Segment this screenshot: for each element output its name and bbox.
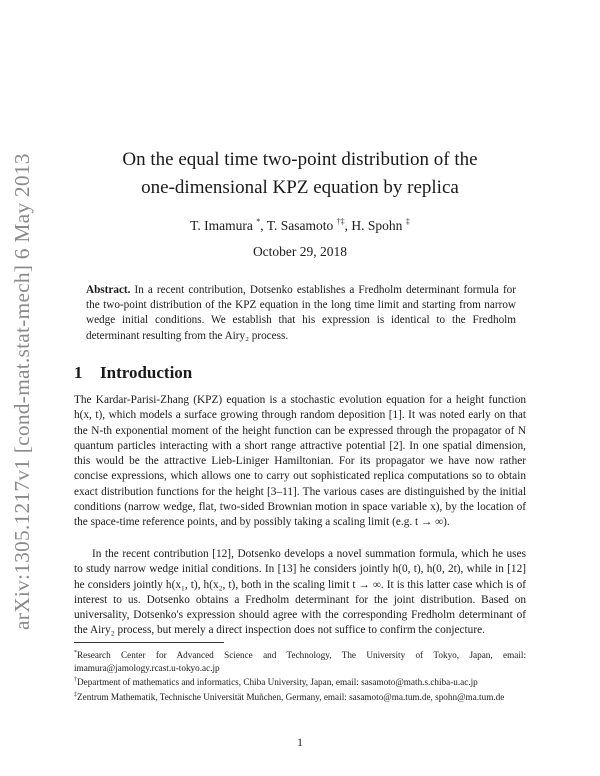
author-list: T. Imamura *, T. Sasamoto †‡, H. Spohn ‡ [190, 217, 410, 233]
title-line-2: one-dimensional KPZ equation by replica [141, 177, 459, 198]
footnote-3 [74, 689, 526, 704]
abstract-text: In a recent contribution, Dotsenko establishes a Fredholm determinant formula for the two-point distribution of the KPZ equation in the long time limit and starting from narrow wedge initial conditions. We establish that his expression is identical to the Fredholm determinant resulting from the Airy₂ process. [86, 284, 517, 342]
footnote-1-mark: * [74, 650, 77, 656]
author-sasamoto: T. Sasamoto [266, 218, 334, 233]
intro-paragraph-1: The Kardar-Parisi-Zhang (KPZ) equation is a stochastic evolution equation for a height function h(x, t), which models a surface growing through random deposition [1]. It was noted early on that the N-th exponential moment of the height function can be expressed through the propagator of N quantum particles interacting with a short range attractive potential [2]. In one spatial dimension, this would be the attractive Lieb-Liniger Hamiltonian. For its propagator we have now rather concise expressions, which allows one to carry out sophisticated replica computations so to obtain exact distribution functions for the height [3–11]. The various cases are distinguished by the initial conditions (narrow wedge, flat, two-sided Brownian motion in space variable x), by the location of the space-time reference points, and by possibly taking a scaling limit (e.g. t → ∞). [74, 394, 526, 529]
paper-title [60, 146, 540, 202]
author-sasamoto-mark: †‡ [336, 217, 345, 226]
footnote-2-mark: † [74, 677, 77, 684]
footnote-rule [74, 642, 224, 643]
footnote-1-text: Research Center for Advanced Science and Technology, The University of Tokyo, Japan, email: imamura@jamology.rcast.u-tokyo.ac.jp [74, 650, 526, 673]
author-imamura-mark: * [256, 217, 261, 226]
abstract [86, 283, 516, 344]
section-number: 1 [74, 363, 83, 382]
footnote-3-text: Zentrum Mathematik, Technische Universität Muñchen, Germany, email: sasamoto@ma.tum.de, spohn@ma.tum.de [77, 691, 505, 702]
footnote-3-mark: ‡ [74, 691, 77, 698]
author-spohn-mark: ‡ [405, 217, 410, 226]
footnote-2-text: Department of mathematics and informatics, Chiba University, Japan, email: sasamoto@math.s.chiba-u.ac.jp [77, 677, 478, 688]
author-spohn: H. Spohn [351, 218, 403, 233]
abstract-label: Abstract. [86, 284, 131, 296]
section-title: Introduction [100, 363, 193, 382]
paper-date: October 29, 2018 [252, 244, 348, 259]
intro-paragraph-2: In the recent contribution [12], Dotsenko develops a novel summation formula, which he uses to study narrow wedge initial conditions. In [13] he considers jointly h(0, t), h(0, 2t), while in [12] he considers jointly h(x₁, t), h(x₂, t), both in the scaling limit t → ∞. It is this latter case which is of interest to us. Dotsenko obtains a Fredholm determinant for the joint distribution. Based on universality, Dotsenko's expression should agree with the corresponding Fredholm determinant of the Airy₂ process, but merely a direct inspection does not suffice to confirm the conjecture. [74, 548, 526, 637]
footnote-1 [74, 647, 526, 674]
footnotes [74, 647, 526, 703]
author-imamura: T. Imamura [190, 218, 253, 233]
page-number: 1 [297, 737, 303, 749]
arxiv-identifier: arXiv:1305.1217v1 [cond-mat.stat-mech] 6 May 2013 [10, 153, 34, 630]
title-line-1: On the equal time two-point distribution of the [122, 149, 478, 170]
section-heading [74, 362, 534, 384]
footnote-2 [74, 674, 526, 689]
